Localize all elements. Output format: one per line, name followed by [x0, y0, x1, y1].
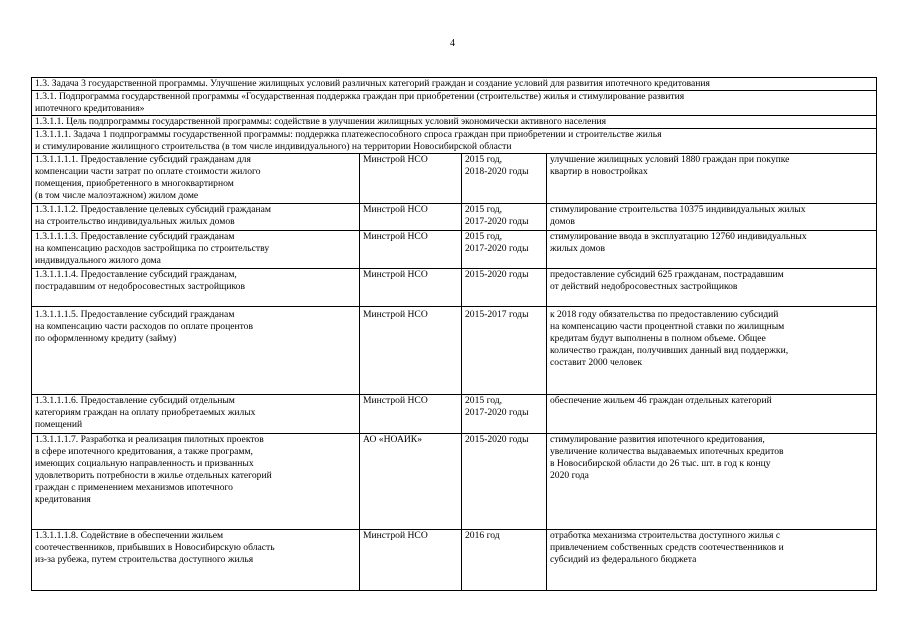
executor-cell: Минстрой НСО [360, 269, 462, 307]
page-number: 4 [450, 38, 455, 49]
executor-cell: Минстрой НСО [360, 154, 462, 204]
executor-cell: Минстрой НСО [360, 530, 462, 591]
measure-cell: 1.3.1.1.1.8. Содействие в обеспечении жильем соотечественников, прибывших в Новосибирскую область из-за рубежа, путем строительства доступного жилья [32, 530, 360, 591]
result-cell: стимулирование строительства 10375 индивидуальных жилых домов [547, 204, 877, 231]
executor-cell: АО «НОАИК» [360, 434, 462, 530]
period-cell: 2015-2017 годы [462, 307, 547, 395]
subprogram-header-row [32, 91, 877, 116]
result-cell: предоставление субсидий 625 гражданам, пострадавшим от действий недобросовестных застройщиков [547, 269, 877, 307]
executor-cell: Минстрой НСО [360, 231, 462, 269]
period-cell: 2015 год, 2018-2020 годы [462, 154, 547, 204]
table-row [32, 269, 877, 307]
measure-cell: 1.3.1.1.1.1. Предоставление субсидий гражданам для компенсации части затрат по оплате стоимости жилого помещения, приобретенного в многоквартирном (в том числе малоэтажном) жилом доме [32, 154, 360, 204]
period-cell: 2015 год, 2017-2020 годы [462, 204, 547, 231]
table-row [32, 307, 877, 395]
measure-cell: 1.3.1.1.1.3. Предоставление субсидий гражданам на компенсацию расходов застройщика по строительству индивидуального жилого дома [32, 231, 360, 269]
goal-heading: 1.3.1.1. Цель подпрограммы государственной программы: содействие в улучшении жилищных условий экономически активного населения [32, 116, 877, 129]
executor-cell: Минстрой НСО [360, 204, 462, 231]
measure-cell: 1.3.1.1.1.4. Предоставление субсидий гражданам, пострадавшим от недобросовестных застройщиков [32, 269, 360, 307]
period-cell: 2015-2020 годы [462, 434, 547, 530]
task-heading: 1.3. Задача 3 государственной программы. Улучшение жилищных условий различных категорий граждан и создание условий для развития ипотечного кредитования [32, 78, 877, 91]
table-row [32, 154, 877, 204]
measure-cell: 1.3.1.1.1.5. Предоставление субсидий гражданам на компенсацию части расходов по оплате процентов по оформленному кредиту (займу) [32, 307, 360, 395]
subtask-header-row [32, 129, 877, 154]
period-cell: 2016 год [462, 530, 547, 591]
result-cell: к 2018 году обязательства по предоставлению субсидий на компенсацию части процентной ставки по жилищным кредитам будут выполнены в полном объеме. Общее количество граждан, получивших данный вид поддержки, составит 2000 человек [547, 307, 877, 395]
period-cell: 2015 год, 2017-2020 годы [462, 231, 547, 269]
task-header-row [32, 78, 877, 91]
result-cell: стимулирование ввода в эксплуатацию 12760 индивидуальных жилых домов [547, 231, 877, 269]
program-measures-table [31, 77, 877, 591]
table-row [32, 434, 877, 530]
table-row [32, 395, 877, 434]
result-cell: улучшение жилищных условий 1880 граждан при покупке квартир в новостройках [547, 154, 877, 204]
executor-cell: Минстрой НСО [360, 395, 462, 434]
goal-header-row [32, 116, 877, 129]
measure-cell: 1.3.1.1.1.6. Предоставление субсидий отдельным категориям граждан на оплату приобретаемых жилых помещений [32, 395, 360, 434]
table-row [32, 204, 877, 231]
table-row [32, 231, 877, 269]
period-cell: 2015-2020 годы [462, 269, 547, 307]
table-row [32, 530, 877, 591]
result-cell: отработка механизма строительства доступного жилья с привлечением собственных средств соотечественников и субсидий из федерального бюджета [547, 530, 877, 591]
result-cell: обеспечение жильем 46 граждан отдельных категорий [547, 395, 877, 434]
measure-cell: 1.3.1.1.1.7. Разработка и реализация пилотных проектов в сфере ипотечного кредитования, а также программ, имеющих социальную направленность и призванных удовлетворить потребности в жилье отдельных категорий граждан с применением механизмов ипотечного кредитования [32, 434, 360, 530]
result-cell: стимулирование развития ипотечного кредитования, увеличение количества выдаваемых ипотечных кредитов в Новосибирской области до 26 тыс. шт. в год к концу 2020 года [547, 434, 877, 530]
executor-cell: Минстрой НСО [360, 307, 462, 395]
subtask-heading: 1.3.1.1.1. Задача 1 подпрограммы государственной программы: поддержка платежеспособного спроса граждан при приобретении и строительстве жилья и стимулирование жилищного строительства (в том числе индивидуального) на территории Новосибирской области [32, 129, 877, 154]
period-cell: 2015 год, 2017-2020 годы [462, 395, 547, 434]
subprogram-heading: 1.3.1. Подпрограмма государственной программы «Государственная поддержка граждан при приобретении (строительстве) жилья и стимулирование развития ипотечного кредитования» [32, 91, 877, 116]
measure-cell: 1.3.1.1.1.2. Предоставление целевых субсидий гражданам на строительство индивидуальных жилых домов [32, 204, 360, 231]
